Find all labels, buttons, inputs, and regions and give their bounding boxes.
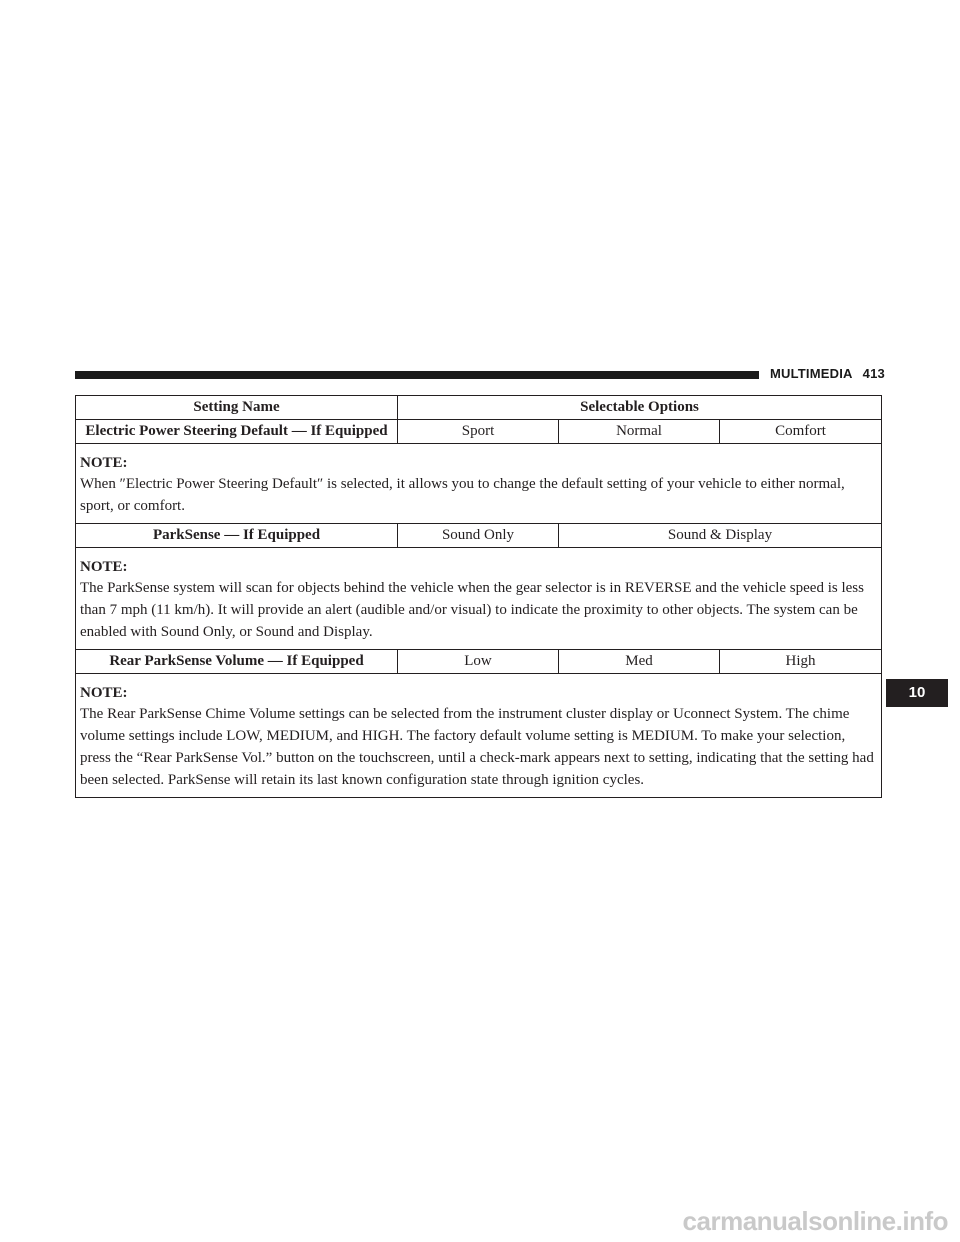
col-header-selectable-options: Selectable Options: [398, 396, 882, 420]
running-header: [770, 366, 885, 381]
note-row: [76, 674, 882, 798]
note-row: [76, 444, 882, 524]
option-cell: Comfort: [720, 420, 882, 444]
note-title: NOTE:: [80, 455, 128, 471]
option-cell: High: [720, 650, 882, 674]
setting-name: Rear ParkSense Volume — If Equipped: [76, 650, 398, 674]
option-cell: Low: [398, 650, 559, 674]
note-row: [76, 548, 882, 650]
setting-name: ParkSense — If Equipped: [76, 524, 398, 548]
option-cell: Sport: [398, 420, 559, 444]
setting-name: Electric Power Steering Default — If Equipped: [76, 420, 398, 444]
option-cell: Sound Only: [398, 524, 559, 548]
note-text: When ″Electric Power Steering Default″ is selected, it allows you to change the default setting of your vehicle to either normal, sport, or comfort.: [80, 476, 845, 514]
option-cell: Sound & Display: [559, 524, 882, 548]
note-cell: [76, 674, 882, 798]
option-cell: Normal: [559, 420, 720, 444]
note-cell: [76, 548, 882, 650]
note-title: NOTE:: [80, 559, 128, 575]
section-title: MULTIMEDIA: [770, 366, 853, 381]
table-row: [76, 420, 882, 444]
note-cell: [76, 444, 882, 524]
table-row: [76, 524, 882, 548]
chapter-tab: 10: [886, 679, 948, 707]
note-text: The Rear ParkSense Chime Volume settings can be selected from the instrument cluster display or Uconnect System. The chime volume settings include LOW, MEDIUM, and HIGH. The factory default volume setting is MEDIUM. To make your selection, press the “Rear ParkSense Vol.” button on the touchscreen, until a check-mark appears next to setting, indicating that the setting had been selected. ParkSense will retain its last known configuration state through ignition cycles.: [80, 706, 874, 788]
option-cell: Med: [559, 650, 720, 674]
note-title: NOTE:: [80, 685, 128, 701]
table-header-row: [76, 396, 882, 420]
note-text: The ParkSense system will scan for objects behind the vehicle when the gear selector is in REVERSE and the vehicle speed is less than 7 mph (11 km/h). It will provide an alert (audible and/or visual) to indicate the proximity to other objects. The system can be enabled with Sound Only, or Sound and Display.: [80, 580, 864, 640]
table-row: [76, 650, 882, 674]
header-rule: [75, 371, 759, 379]
page-number: 413: [862, 366, 885, 381]
settings-table: [75, 395, 882, 798]
col-header-setting-name: Setting Name: [76, 396, 398, 420]
watermark: carmanualsonline.info: [682, 1206, 948, 1236]
